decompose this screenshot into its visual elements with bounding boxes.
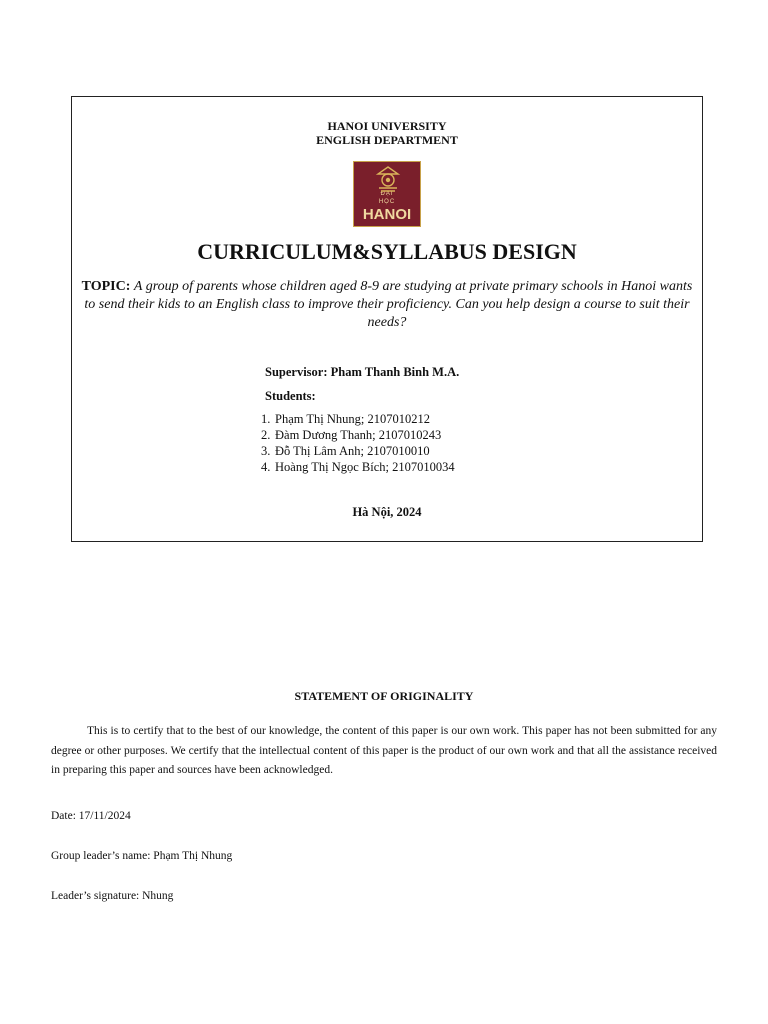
student-entry: Phạm Thị Nhung; 2107010212	[275, 412, 430, 426]
list-item	[261, 459, 455, 475]
list-item	[261, 411, 455, 427]
department-name: ENGLISH DEPARTMENT	[316, 133, 458, 147]
place-date: Hà Nội, 2024	[352, 505, 422, 519]
logo-wordmark: HANOI	[362, 206, 412, 223]
student-entry: Đỗ Thị Lâm Anh; 2107010010	[275, 444, 430, 458]
topic-paragraph	[76, 278, 698, 332]
university-name: HANOI UNIVERSITY	[327, 119, 447, 133]
statement-body: This is to certify that to the best of our knowledge, the content of this paper is our own work. This paper has not been submitted for any degree or other purposes. We certify that the intellectual content of this paper is the product of our own work and that all the assistance received in preparing this paper and sources have been acknowledged.	[51, 725, 717, 776]
logo-text-line2: HỌC	[378, 199, 396, 205]
list-number: 3.	[261, 444, 271, 458]
list-item	[261, 443, 455, 459]
temple-icon	[374, 165, 402, 195]
student-list	[261, 411, 455, 475]
students-heading: Students:	[265, 389, 316, 403]
student-entry: Đàm Dương Thanh; 2107010243	[275, 428, 442, 442]
university-logo	[353, 161, 421, 227]
statement-title: STATEMENT OF ORIGINALITY	[294, 689, 474, 703]
supervisor-line: Supervisor: Pham Thanh Binh M.A.	[265, 365, 460, 379]
list-number: 1.	[261, 412, 271, 426]
list-item	[261, 427, 455, 443]
cover-page-box	[71, 96, 703, 542]
date-line: Date: 17/11/2024	[51, 810, 131, 822]
logo-text-line1: ĐẠI	[380, 191, 394, 197]
leader-name-line: Group leader’s name: Phạm Thị Nhung	[51, 850, 233, 862]
signature-line: Leader’s signature: Nhung	[51, 890, 174, 902]
list-number: 4.	[261, 460, 271, 474]
institution-header	[72, 119, 702, 147]
list-number: 2.	[261, 428, 271, 442]
topic-text: A group of parents whose children aged 8-9 are studying at private primary schools in Hanoi wants to send their kids to an English class to improve their proficiency. Can you help design a course to suit their needs?	[84, 279, 693, 330]
document-title: CURRICULUM&SYLLABUS DESIGN	[197, 239, 577, 264]
student-entry: Hoàng Thị Ngọc Bích; 2107010034	[275, 460, 455, 474]
topic-label: TOPIC:	[81, 279, 131, 294]
